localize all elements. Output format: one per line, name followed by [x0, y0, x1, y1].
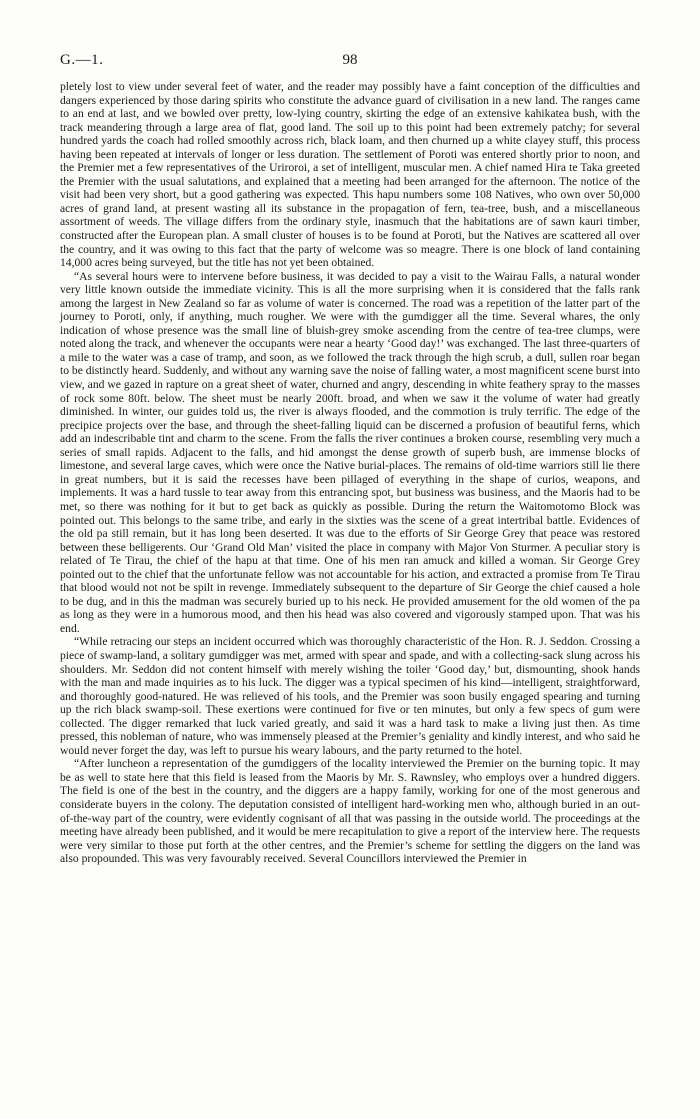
- series-label: G.—1.: [60, 52, 104, 68]
- paragraph: “After luncheon a representation of the gumdiggers of the locality interviewed the Premier on the burning topic. It may be as well to state here that this field is leased from the Maoris by Mr. S. Rawnsley, who employs over a hundred diggers. The field is one of the best in the country, and the diggers are a happy family, working for one of the most generous and considerate buyers in the colony. The deputation consisted of intelligent hard-working men who, although buried in an out-of-the-way part of the country, were evidently cognisant of all that was passing in the outside world. The proceedings at the meeting have already been published, and it would be mere recapitulation to give a report of the interview here. The requests were very similar to those put forth at the other centres, and the Premier’s scheme for settling the diggers on the land was also propounded. This was very favourably received. Several Councillors interviewed the Premier in: [60, 757, 640, 866]
- page-number: 98: [342, 52, 358, 68]
- paragraph: “As several hours were to intervene before business, it was decided to pay a visit to the Wairau Falls, a natural wonder very little known outside the immediate vicinity. This is all the more surprising when it is considered that the falls rank among the largest in New Zealand so far as volume of water is concerned. The road was a repetition of the latter part of the journey to Poroti, only, if anything, much rougher. We were with the gumdigger all the time. Several whares, the only indication of whose presence was the small line of bluish-grey smoke ascending from the centre of tea-tree clumps, were noted along the track, and whenever the occupants were near a hearty ‘Good day!’ was exchanged. The last three-quarters of a mile to the water was a case of tramp, and soon, as we followed the track through the high scrub, a dull, sullen roar began to be distinctly heard. Suddenly, and without any warning save the noise of falling water, a most magnificent scene burst into view, and we gazed in rapture on a great sheet of water, churned and angry, descending in white feathery spray to the masses of rock some 80ft. below. The sheet must be nearly 200ft. broad, and when we saw it the volume of water had greatly diminished. In winter, our guides told us, the river is always flooded, and the commotion is truly terrific. The edge of the precipice projects over the base, and through the sheet-falling liquid can be discerned a profusion of beautiful ferns, which add an indescribable tint and charm to the scene. From the falls the river continues a broken course, resembling very much a series of small rapids. Adjacent to the falls, and hid amongst the dense growth of superb bush, are immense blocks of limestone, and several large caves, which were once the Native burial-places. The remains of old-time warriors still lie there in great numbers, but it is said the recesses have been pillaged of everything in the shape of curios, weapons, and implements. It was a hard tussle to tear away from this entrancing spot, but business was business, and the Maoris had to be met, so there was nothing for it but to get back as quickly as possible. During the return the Waitomotomo Block was pointed out. This belongs to the same tribe, and early in the sixties was the scene of a great intertribal battle. Evidences of the old pa still remain, but it has long been deserted. It was due to the efforts of Sir George Grey that peace was restored between these belligerents. Our ‘Grand Old Man’ visited the place in company with Major Von Sturmer. A peculiar story is related of Te Tirau, the chief of the hapu at that time. One of his men ran amuck and killed a woman. Sir George Grey pointed out to the chief that the unfortunate fellow was not accountable for his action, and extracted a promise from Te Tirau that blood would not not be spilt in revenge. Immediately subsequent to the departure of Sir George the chief caused a hole to be dug, and in this the madman was securely buried up to his neck. He provided amusement for the old women of the pa as long as they were in a humorous mood, and then his head was also covered and vigorously stamped upon. That was his end.: [60, 269, 640, 635]
- paragraph: pletely lost to view under several feet of water, and the reader may possibly have a faint conception of the difficulties and dangers experienced by those daring spirits who constitute the advance guard of civilisation in a new land. The ranges came to an end at last, and we bowled over pretty, low-lying country, skirting the edge of an extensive kahikatea bush, with the track meandering through a large area of flat, good land. The soil up to this point had been extremely patchy; for several hundred yards the coach had rolled smoothly across rich, black loam, and then churned up a white clayey stuff, this process having been repeated at intervals of longer or less duration. The settlement of Poroti was entered shortly prior to noon, and the Premier met a few representatives of the Uriroroi, a set of intelligent, muscular men. A chief named Hira te Taka greeted the Premier with the usual salutations, and explained that a meeting had been arranged for the afternoon. The notice of the visit had been very short, but a good gathering was expected. This hapu numbers some 108 Natives, who own over 50,000 acres of grand land, at present wasting all its substance in the propagation of fern, tea-tree, bush, and a miscellaneous assortment of weeds. The village differs from the ordinary style, inasmuch that the habitations are of sawn kauri timber, constructed after the European plan. A small cluster of houses is to be found at Poroti, but the Natives are scattered all over the country, and it was owing to this fact that the party of welcome was so meagre. There is one block of land containing 14,000 acres being surveyed, but the title has not yet been obtained.: [60, 80, 640, 270]
- page-header: [60, 52, 640, 72]
- paragraph: “While retracing our steps an incident occurred which was thoroughly characteristic of the Hon. R. J. Seddon. Crossing a piece of swamp-land, a solitary gumdigger was met, armed with spear and spade, and with a collecting-sack slung across his shoulders. Mr. Seddon did not content himself with merely wishing the toiler ‘Good day,’ but, dismounting, shook hands with the man and made inquiries as to his luck. The digger was a typical specimen of his kind—intelligent, straightforward, and thoroughly good-natured. He was relieved of his tools, and the Premier was soon busily engaged spearing and turning up the rich black swamp-soil. These exertions were continued for five or ten minutes, but only a few specs of gum were collected. The digger remarked that luck varied greatly, and said it was a hard task to make a living just then. As time pressed, this nobleman of nature, who was immensely pleased at the Premier’s geniality and kindly interest, and who said he would never forget the day, was left to pursue his weary labours, and the party returned to the hotel.: [60, 635, 640, 757]
- body-text: [60, 80, 640, 866]
